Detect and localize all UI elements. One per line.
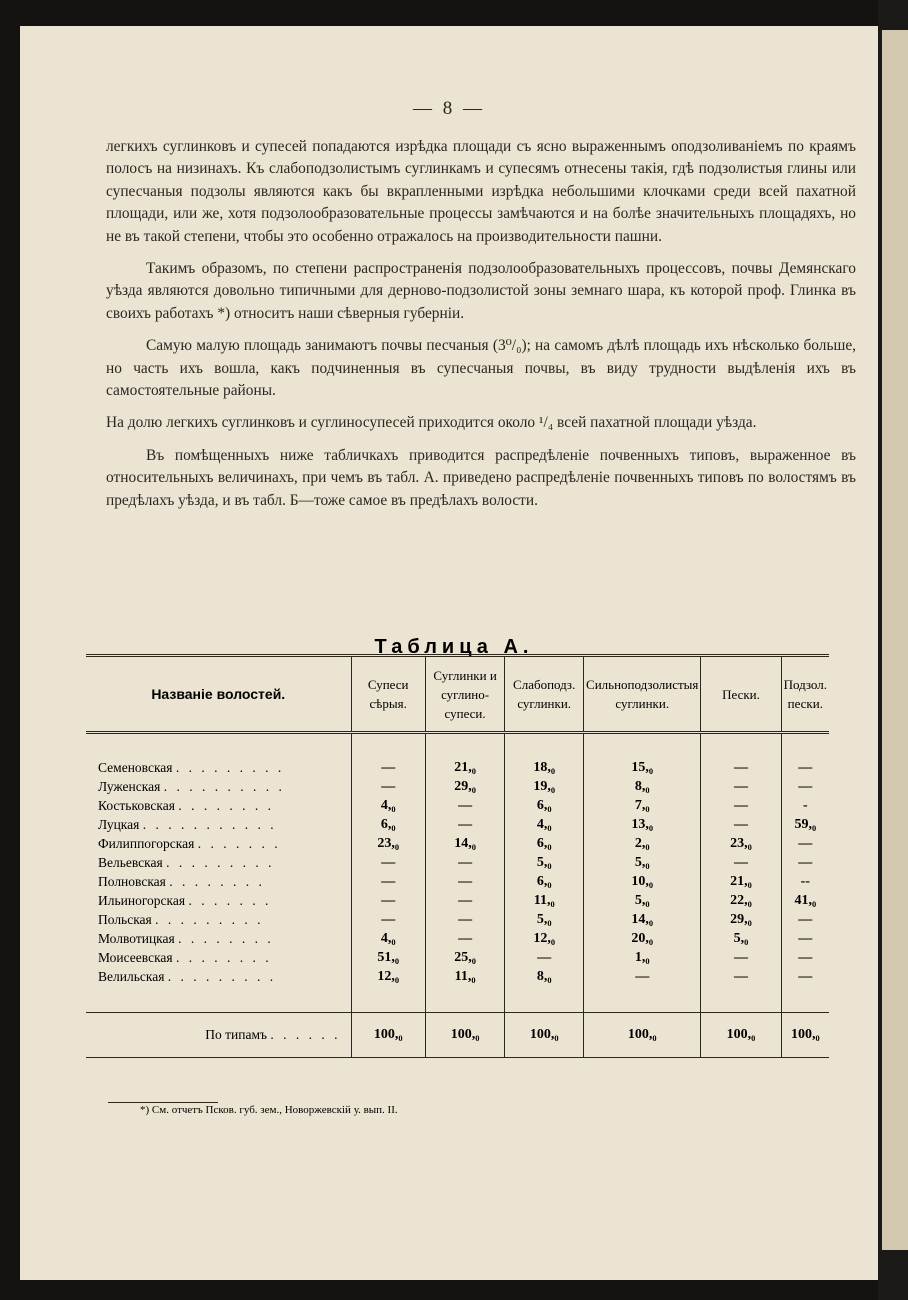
total-cell: 100,₀ xyxy=(584,1013,701,1058)
dot-leader: . . . . . . . . . xyxy=(166,854,275,870)
table-cell: — xyxy=(781,910,829,929)
table-cell: — xyxy=(781,777,829,796)
dot-leader: . . . . . . . . . . xyxy=(163,778,285,794)
table-cell: — xyxy=(781,948,829,967)
table-row xyxy=(86,758,829,777)
table-cell: 20,₀ xyxy=(584,929,701,948)
column-header: Супеси сѣрыя. xyxy=(351,656,425,733)
table-cell: — xyxy=(701,815,781,834)
table-title: Таблица А. xyxy=(374,636,534,658)
table-cell: 14,₀ xyxy=(584,910,701,929)
body-text xyxy=(106,136,856,522)
table-cell: 41,₀ xyxy=(781,891,829,910)
paragraph-5: Въ помѣщенныхъ ниже табличкахъ приводится распредѣленiе почвенныхъ типовъ, выраженное въ относительныхъ величинахъ, при чемъ въ табл. А. приведено распредѣленiе почвенныхъ типовъ по волостямъ въ предѣлахъ уѣзда, и въ табл. Б—тоже самое въ предѣлахъ волости. xyxy=(106,446,856,509)
soil-types-table xyxy=(86,654,829,1058)
table-cell: 10,₀ xyxy=(584,872,701,891)
row-name: Полновская xyxy=(98,873,166,889)
table-row xyxy=(86,948,829,967)
table-cell: — xyxy=(351,758,425,777)
dot-leader: . . . . . . . . xyxy=(176,949,272,965)
table-cell: 4,₀ xyxy=(505,815,584,834)
table-cell: 6,₀ xyxy=(505,834,584,853)
paragraph-3: Самую малую площадь занимаютъ почвы песчаныя (3⁰/₀); на самомъ дѣлѣ площадь ихъ нѣсколько больше, но часть ихъ вошла, какъ подчиненныя въ супесчаныя почвы, въ виду трудности выдѣленiя ихъ въ самостоятельные районы. xyxy=(106,337,856,400)
paragraph-4: На долю легкихъ суглинковъ и суглиносупесей приходится около ¹/₄ всей пахатной площади уѣзда. xyxy=(106,414,757,432)
table-total-row xyxy=(86,1013,829,1058)
table-row xyxy=(86,834,829,853)
table-cell: 2,₀ xyxy=(584,834,701,853)
table-row xyxy=(86,815,829,834)
row-name-cell xyxy=(86,948,351,967)
row-name-cell xyxy=(86,929,351,948)
total-cell: 100,₀ xyxy=(425,1013,504,1058)
table-cell: — xyxy=(425,929,504,948)
table-cell: 19,₀ xyxy=(505,777,584,796)
row-name: Луженская xyxy=(98,778,161,794)
column-header: Пески. xyxy=(701,656,781,733)
table-cell: 8,₀ xyxy=(584,777,701,796)
row-name-cell xyxy=(86,872,351,891)
table-cell: 59,₀ xyxy=(781,815,829,834)
table-cell: 5,₀ xyxy=(584,853,701,872)
row-name: Ильиногорская xyxy=(98,892,186,908)
dot-leader: . . . . . . . . xyxy=(169,873,265,889)
table-row xyxy=(86,967,829,986)
table-cell: 5,₀ xyxy=(701,929,781,948)
total-cell: 100,₀ xyxy=(781,1013,829,1058)
table-cell: — xyxy=(781,834,829,853)
row-name-cell xyxy=(86,815,351,834)
row-name: Семеновская xyxy=(98,759,173,775)
table-cell: — xyxy=(425,815,504,834)
table-row xyxy=(86,853,829,872)
dot-leader: . . . . . . . . . xyxy=(167,968,277,984)
paragraph-1: легкихъ суглинковъ и супесей попадаются изрѣдка площади съ ясно выраженнымъ оподзоливанiемъ по краямъ полосъ на низинахъ. Къ слабоподзолистымъ суглинкамъ и супесямъ отнесены такiя, гдѣ подзолистыя глины или супесчаныя подзолы являются какъ бы вкрапленными изрѣдка небольшими клочками среди всей пахатной площади, или же, хотя подзолообразовательные процессы замѣчаются и на болѣе значительныхъ площадяхъ, но не въ такой степени, чтобы это особенно отражалось на производительности пашни. xyxy=(106,138,856,245)
table-cell: — xyxy=(425,910,504,929)
row-name-cell xyxy=(86,891,351,910)
table-cell: 7,₀ xyxy=(584,796,701,815)
table-cell: 15,₀ xyxy=(584,758,701,777)
table-cell: 22,₀ xyxy=(701,891,781,910)
table-cell: 6,₀ xyxy=(351,815,425,834)
row-name: Костьковская xyxy=(98,797,175,813)
table-cell: — xyxy=(505,948,584,967)
table-cell: 5,₀ xyxy=(584,891,701,910)
table-cell: 25,₀ xyxy=(425,948,504,967)
paragraph-2: Такимъ образомъ, по степени распространенiя подзолообразовательныхъ процессовъ, почвы Демянскаго уѣзда являются довольно типичными для дерново-подзолистой зоны земнаго шара, къ которой проф. Глинка въ своихъ работахъ *) относитъ наши сѣверныя губернiи. xyxy=(106,260,856,322)
table-cell: — xyxy=(425,872,504,891)
table-row xyxy=(86,872,829,891)
table-cell: — xyxy=(781,758,829,777)
dot-leader: . . . . . . . . xyxy=(178,930,274,946)
row-name: Польская xyxy=(98,911,152,927)
table-cell: — xyxy=(351,910,425,929)
table-row xyxy=(86,910,829,929)
footnote: *) См. отчетъ Псков. губ. зем., Новоржевскiй у. вып. II. xyxy=(140,1104,398,1116)
column-header-name: Названiе волостей. xyxy=(86,656,351,733)
table-cell: 23,₀ xyxy=(351,834,425,853)
row-name: Луцкая xyxy=(98,816,140,832)
row-name-cell xyxy=(86,777,351,796)
table-cell: - xyxy=(781,796,829,815)
row-name-cell xyxy=(86,853,351,872)
table-header-row xyxy=(86,656,829,733)
table-row xyxy=(86,777,829,796)
row-name-cell xyxy=(86,758,351,777)
table-cell: 5,₀ xyxy=(505,853,584,872)
table-cell: 21,₀ xyxy=(701,872,781,891)
table-cell: 14,₀ xyxy=(425,834,504,853)
table-cell: 29,₀ xyxy=(425,777,504,796)
table-cell: — xyxy=(351,853,425,872)
row-name: Филиппогорская xyxy=(98,835,195,851)
row-name-cell xyxy=(86,834,351,853)
table-spacer xyxy=(86,986,829,1013)
column-header: Слабоподз. суглинки. xyxy=(505,656,584,733)
table-cell: — xyxy=(781,853,829,872)
table-cell: 1,₀ xyxy=(584,948,701,967)
table-cell: 6,₀ xyxy=(505,796,584,815)
table-cell: — xyxy=(701,777,781,796)
total-label-cell xyxy=(86,1013,351,1058)
dot-leader: . . . . . . . . . . . xyxy=(142,816,277,832)
dot-leader: . . . . . . . xyxy=(188,892,272,908)
table-cell: — xyxy=(584,967,701,986)
table-cell: 4,₀ xyxy=(351,796,425,815)
table-cell: 21,₀ xyxy=(425,758,504,777)
row-name-cell xyxy=(86,967,351,986)
row-name: Вельевская xyxy=(98,854,163,870)
table-cell: — xyxy=(781,929,829,948)
row-name: Молвотицкая xyxy=(98,930,175,946)
column-header: Подзол. пески. xyxy=(781,656,829,733)
table-cell: 23,₀ xyxy=(701,834,781,853)
table-spacer xyxy=(86,733,829,759)
table-cell: — xyxy=(351,777,425,796)
table-cell: 5,₀ xyxy=(505,910,584,929)
total-label: По типамъ xyxy=(205,1027,268,1042)
dot-leader: . . . . . . xyxy=(270,1027,341,1042)
column-header: Суглинки и суглино-супеси. xyxy=(425,656,504,733)
table-row xyxy=(86,796,829,815)
dot-leader: . . . . . . . . . xyxy=(175,759,285,775)
row-name-cell xyxy=(86,910,351,929)
row-name: Велильская xyxy=(98,968,165,984)
table-cell: 4,₀ xyxy=(351,929,425,948)
table-cell: 12,₀ xyxy=(505,929,584,948)
table-cell: 13,₀ xyxy=(584,815,701,834)
table-cell: 8,₀ xyxy=(505,967,584,986)
table-cell: 12,₀ xyxy=(351,967,425,986)
table-cell: 11,₀ xyxy=(505,891,584,910)
table-cell: 18,₀ xyxy=(505,758,584,777)
table-cell: — xyxy=(425,796,504,815)
table-cell: 51,₀ xyxy=(351,948,425,967)
table-cell: — xyxy=(701,796,781,815)
table-row xyxy=(86,929,829,948)
table-cell: — xyxy=(351,872,425,891)
table-cell: — xyxy=(351,891,425,910)
table-cell: — xyxy=(781,967,829,986)
table-cell: — xyxy=(425,853,504,872)
column-header: Сильноподзолистыя суглинки. xyxy=(584,656,701,733)
table-cell: — xyxy=(701,967,781,986)
table-cell: — xyxy=(701,948,781,967)
row-name-cell xyxy=(86,796,351,815)
total-cell: 100,₀ xyxy=(505,1013,584,1058)
table-cell: — xyxy=(701,758,781,777)
row-name: Моисеевская xyxy=(98,949,173,965)
table-cell: — xyxy=(425,891,504,910)
table-row xyxy=(86,891,829,910)
table-cell: — xyxy=(701,853,781,872)
table-cell: 6,₀ xyxy=(505,872,584,891)
table-cell: 11,₀ xyxy=(425,967,504,986)
total-cell: 100,₀ xyxy=(351,1013,425,1058)
footnote-rule xyxy=(108,1102,218,1103)
dot-leader: . . . . . . . . xyxy=(178,797,274,813)
page-number: — 8 — xyxy=(413,98,485,119)
total-cell: 100,₀ xyxy=(701,1013,781,1058)
table-cell: -- xyxy=(781,872,829,891)
table-cell: 29,₀ xyxy=(701,910,781,929)
dot-leader: . . . . . . . xyxy=(197,835,281,851)
dot-leader: . . . . . . . . . xyxy=(155,911,264,927)
